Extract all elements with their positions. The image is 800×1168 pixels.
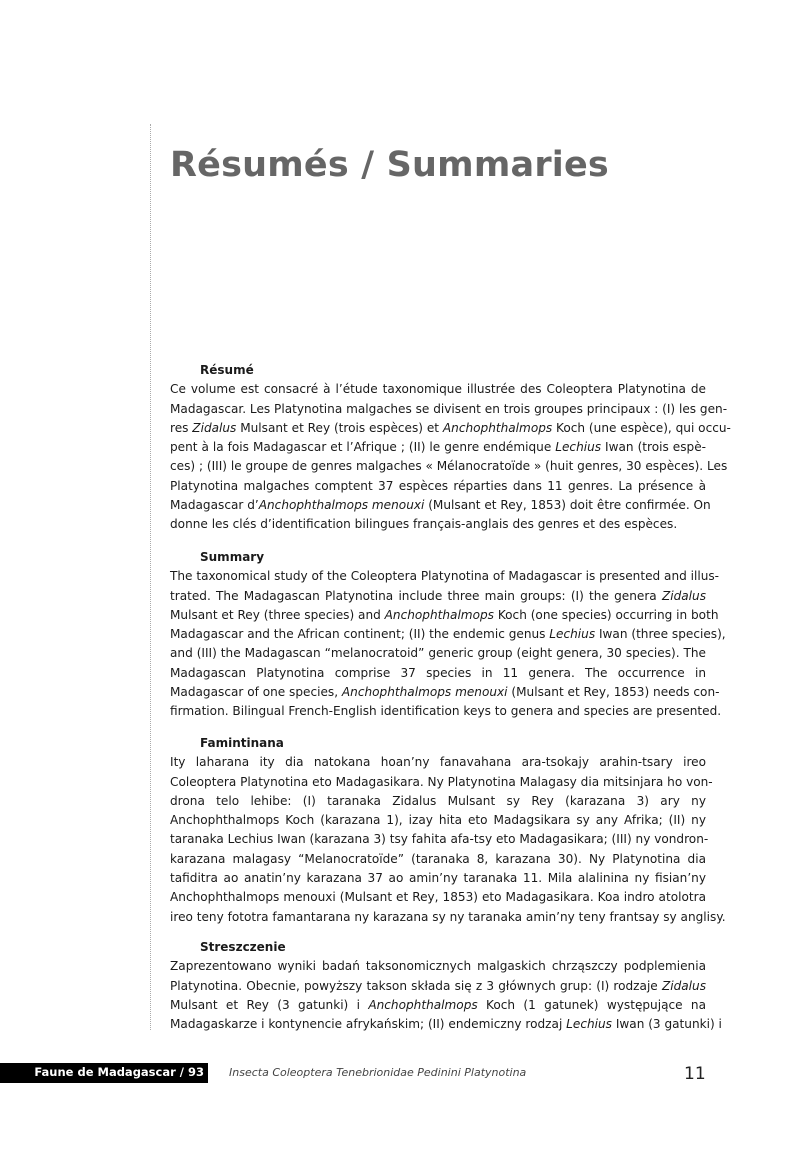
text-line bbox=[170, 830, 709, 849]
text-line bbox=[170, 625, 726, 644]
text-run: Zaprezentowano wyniki badań taksonomicznych malgaskich chrząszczy podplemienia bbox=[170, 959, 706, 974]
text-run: tafiditra ao anatin’ny karazana 37 ao amin’ny taranaka 11. Mila alalinina ny fisian’ny bbox=[170, 871, 706, 886]
taxon-name: Anchophthalmops bbox=[442, 420, 553, 435]
text-run: Madagascar d’ bbox=[170, 498, 259, 513]
text-line bbox=[170, 850, 706, 869]
text-run: taranaka Lechius Iwan (karazana 3) tsy fahita afa-tsy eto Madagasikara; (III) ny vondron- bbox=[170, 832, 709, 847]
text-line bbox=[170, 515, 706, 534]
text-line bbox=[170, 400, 728, 419]
taxon-name: Zidalus bbox=[661, 588, 706, 603]
text-run: Iwan (trois espè- bbox=[601, 440, 706, 455]
text-run: trated. The Madagascan Platynotina include three main groups: (I) the genera bbox=[170, 588, 662, 603]
text-run: (Mulsant et Rey, 1853) needs con- bbox=[507, 685, 720, 700]
text-line bbox=[170, 996, 706, 1015]
text-run: karazana malagasy “Melanocratoïde” (taranaka 8, karazana 30). Ny Platynotina dia bbox=[170, 851, 706, 866]
section-heading: Résumé bbox=[200, 363, 254, 377]
text-run: Ce volume est consacré à l’étude taxonomique illustrée des Coleoptera Platynotina de bbox=[170, 382, 706, 397]
text-line bbox=[170, 457, 728, 476]
text-run: Coleoptera Platynotina eto Madagasikara. Ny Platynotina Malagasy dia mitsinjara ho von- bbox=[170, 774, 713, 789]
text-line bbox=[170, 587, 706, 606]
text-run: (Mulsant et Rey, 1853) doit être confirmée. On bbox=[424, 498, 711, 513]
taxon-name: Lechius bbox=[549, 627, 596, 642]
taxon-name: Anchophthalmops menouxi bbox=[258, 498, 425, 513]
text-line bbox=[170, 977, 706, 996]
text-run: Madagaskarze i kontynencie afrykańskim; (II) endemiczny rodzaj bbox=[170, 1017, 567, 1032]
text-run: Iwan (three species), bbox=[595, 627, 726, 642]
text-run: Madagascar. Les Platynotina malgaches se divisent en trois groupes principaux : (I) les gen- bbox=[170, 401, 728, 416]
text-run: ireo teny fototra famantarana ny karazana sy ny taranaka amin’ny teny frantsay sy anglisy. bbox=[170, 909, 726, 924]
section-heading: Famintinana bbox=[200, 736, 284, 750]
text-line bbox=[170, 683, 720, 702]
text-run: Madagascan Platynotina comprise 37 species in 11 genera. The occurrence in bbox=[170, 665, 706, 680]
text-run: Platynotina. Obecnie, powyższy takson składa się z 3 głównych grup: (I) rodzaje bbox=[170, 978, 662, 993]
taxon-name: Zidalus bbox=[661, 978, 706, 993]
footer-journal-bar bbox=[0, 1063, 208, 1083]
page-title: Résumés / Summaries bbox=[170, 145, 609, 186]
page-number: 11 bbox=[684, 1064, 706, 1084]
section-famintinana bbox=[170, 734, 726, 927]
text-line bbox=[170, 811, 706, 830]
text-run: Koch (1 gatunek) występujące na bbox=[477, 997, 707, 1012]
text-line bbox=[170, 664, 706, 683]
text-run: Anchophthalmops Koch (karazana 1), izay hita eto Madagsikara sy any Afrika; (II) ny bbox=[170, 813, 706, 828]
text-run: Mulsant et Rey (trois espèces) et bbox=[236, 420, 443, 435]
taxon-name: Lechius bbox=[566, 1017, 612, 1032]
text-line bbox=[170, 869, 706, 888]
text-run: Mulsant et Rey (three species) and bbox=[170, 607, 385, 622]
text-run: pent à la fois Madagascar et l’Afrique ; (II) le genre endémique bbox=[170, 440, 556, 455]
text-line bbox=[170, 496, 711, 515]
section-body bbox=[170, 753, 726, 927]
text-run: Mulsant et Rey (3 gatunki) i bbox=[170, 997, 369, 1012]
text-line bbox=[170, 606, 719, 625]
section-summary bbox=[170, 548, 726, 722]
section-heading: Streszczenie bbox=[200, 940, 286, 954]
text-run: res bbox=[170, 420, 193, 435]
text-run: Platynotina malgaches comptent 37 espèces réparties dans 11 genres. La présence à bbox=[170, 478, 706, 493]
text-run: The taxonomical study of the Coleoptera Platynotina of Madagascar is presented and illus- bbox=[170, 569, 720, 584]
footer-series-title: Insecta Coleoptera Tenebrionidae Pedinini Platynotina bbox=[229, 1066, 527, 1079]
section-streszczenie bbox=[170, 938, 722, 1034]
text-line bbox=[170, 567, 720, 586]
taxon-name: Lechius bbox=[555, 440, 602, 455]
footer-journal-title: Faune de Madagascar / 93 bbox=[34, 1065, 204, 1079]
section-body bbox=[170, 957, 722, 1034]
taxon-name: Anchophthalmops menouxi bbox=[341, 685, 508, 700]
text-run: Anchophthalmops menouxi (Mulsant et Rey, 1853) eto Madagasikara. Koa indro atolotra bbox=[170, 890, 706, 905]
text-line bbox=[170, 702, 722, 721]
section-body bbox=[170, 380, 731, 534]
text-line bbox=[170, 1015, 722, 1034]
text-run: donne les clés d’identification bilingues français-anglais des genres et des espèces. bbox=[170, 517, 678, 532]
text-run: Madagascar of one species, bbox=[170, 685, 342, 700]
text-line bbox=[170, 792, 706, 811]
text-run: Koch (one species) occurring in both bbox=[493, 607, 719, 622]
text-line bbox=[170, 957, 706, 976]
margin-dotted-rule bbox=[150, 124, 151, 1030]
text-run: Ity laharana ity dia natokana hoan’ny fanavahana ara-tsokajy arahin-tsary ireo bbox=[170, 755, 706, 770]
text-line bbox=[170, 477, 706, 496]
text-line bbox=[170, 773, 713, 792]
text-run: and (III) the Madagascan “melanocratoid” generic group (eight genera, 30 species). The bbox=[170, 646, 706, 661]
text-run: drona telo lehibe: (I) taranaka Zidalus Mulsant sy Rey (karazana 3) ary ny bbox=[170, 793, 706, 808]
text-line bbox=[170, 380, 706, 399]
text-run: Madagascar and the African continent; (II) the endemic genus bbox=[170, 627, 550, 642]
text-line bbox=[170, 644, 706, 663]
taxon-name: Anchophthalmops bbox=[368, 997, 478, 1012]
section-resume bbox=[170, 361, 731, 535]
text-run: Iwan (3 gatunki) i bbox=[611, 1017, 722, 1032]
text-line bbox=[170, 419, 731, 438]
taxon-name: Zidalus bbox=[192, 420, 237, 435]
text-line bbox=[170, 753, 706, 772]
taxon-name: Anchophthalmops bbox=[384, 607, 494, 622]
text-line bbox=[170, 888, 706, 907]
text-run: Koch (une espèce), qui occu- bbox=[552, 420, 731, 435]
text-line bbox=[170, 908, 726, 927]
section-body bbox=[170, 567, 726, 721]
text-run: ces) ; (III) le groupe de genres malgaches « Mélanocratoïde » (huit genres, 30 espèces). Les bbox=[170, 459, 728, 474]
text-line bbox=[170, 438, 706, 457]
section-heading: Summary bbox=[200, 550, 265, 564]
text-run: firmation. Bilingual French-English identification keys to genera and species are presented. bbox=[170, 704, 722, 719]
